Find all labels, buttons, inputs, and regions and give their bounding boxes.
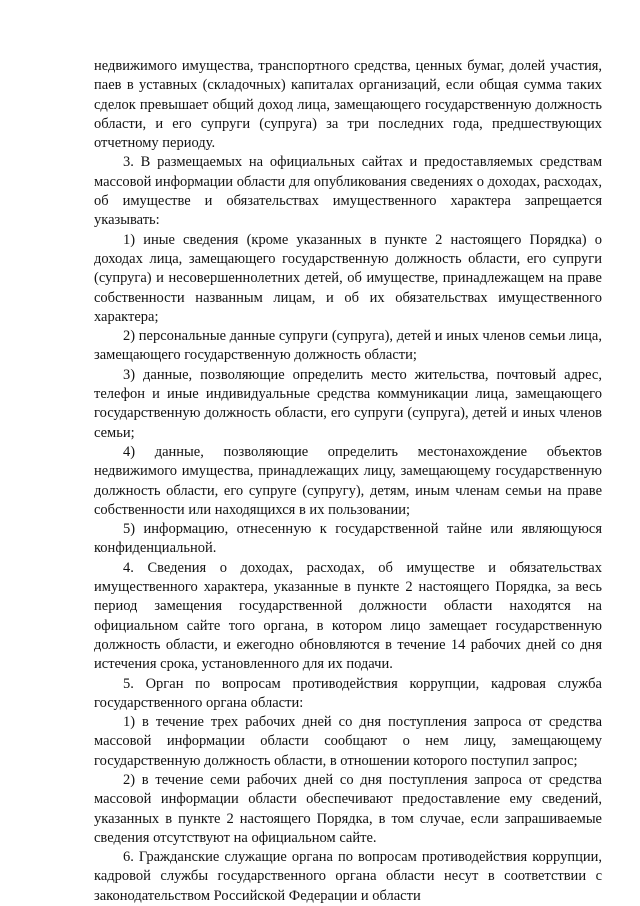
paragraph-subitem-3-1: 1) иные сведения (кроме указанных в пункте 2 настоящего Порядка) о доходах лица, замещающего государственную должность области, его супруги (супруга) и несовершеннолетних детей, об имуществе, принадлежащем на праве собственности названным лицам, и об их обязательствах имущественного характера;	[94, 231, 602, 325]
paragraph-item-5: 5. Орган по вопросам противодействия коррупции, кадровая служба государственного органа области:	[94, 675, 602, 711]
paragraph-subitem-3-4: 4) данные, позволяющие определить местонахождение объектов недвижимого имущества, принадлежащих лицу, замещающему государственную должность области, его супруге (супругу), детям, иным членам семьи на праве собственности или находящихся в их пользовании;	[94, 443, 602, 518]
paragraph-subitem-5-2: 2) в течение семи рабочих дней со дня поступления запроса от средства массовой информации области обеспечивают предоставление ему сведений, указанных в пункте 2 настоящего Порядка, в том случае, если запрашиваемые сведения отсутствуют на официальном сайте.	[94, 771, 602, 846]
paragraph-subitem-3-3: 3) данные, позволяющие определить место жительства, почтовый адрес, телефон и иные индивидуальные средства коммуникации лица, замещающего государственную должность области, его супруги (супруга), детей и иных членов семьи;	[94, 366, 602, 441]
paragraph-item-6: 6. Гражданские служащие органа по вопросам противодействия коррупции, кадровой службы государственного органа области несут в соответствии с законодательством Российской Федерации и области	[94, 849, 602, 904]
paragraph-item-4: 4. Сведения о доходах, расходах, об имуществе и обязательствах имущественного характера, указанные в пункте 2 настоящего Порядка, за весь период замещения государственной должности области находятся на официальном сайте того органа, в котором лицо замещает государственную должность области, и ежегодно обновляются в течение 14 рабочих дней со дня истечения срока, установленного для их подачи.	[94, 559, 602, 673]
paragraph-continuation: недвижимого имущества, транспортного средства, ценных бумаг, долей участия, паев в уставных (складочных) капиталах организаций, если общая сумма таких сделок превышает общий доход лица, замещающего государственную должность области, и его супруги (супруга) за три последних года, предшествующих отчетному периоду.	[94, 58, 602, 152]
paragraph-subitem-3-2: 2) персональные данные супруги (супруга), детей и иных членов семьи лица, замещающего государственную должность области;	[94, 328, 602, 364]
paragraph-item-3: 3. В размещаемых на официальных сайтах и предоставляемых средствам массовой информации области для опубликования сведениях о доходах, расходах, об имуществе и обязательствах имущественного характера запрещается указывать:	[94, 154, 602, 229]
paragraph-subitem-3-5: 5) информацию, отнесенную к государственной тайне или являющуюся конфиденциальной.	[94, 521, 602, 557]
paragraph-subitem-5-1: 1) в течение трех рабочих дней со дня поступления запроса от средства массовой информации области сообщают о нем лицу, замещающему государственную должность области, в отношении которого поступил запрос;	[94, 714, 602, 769]
